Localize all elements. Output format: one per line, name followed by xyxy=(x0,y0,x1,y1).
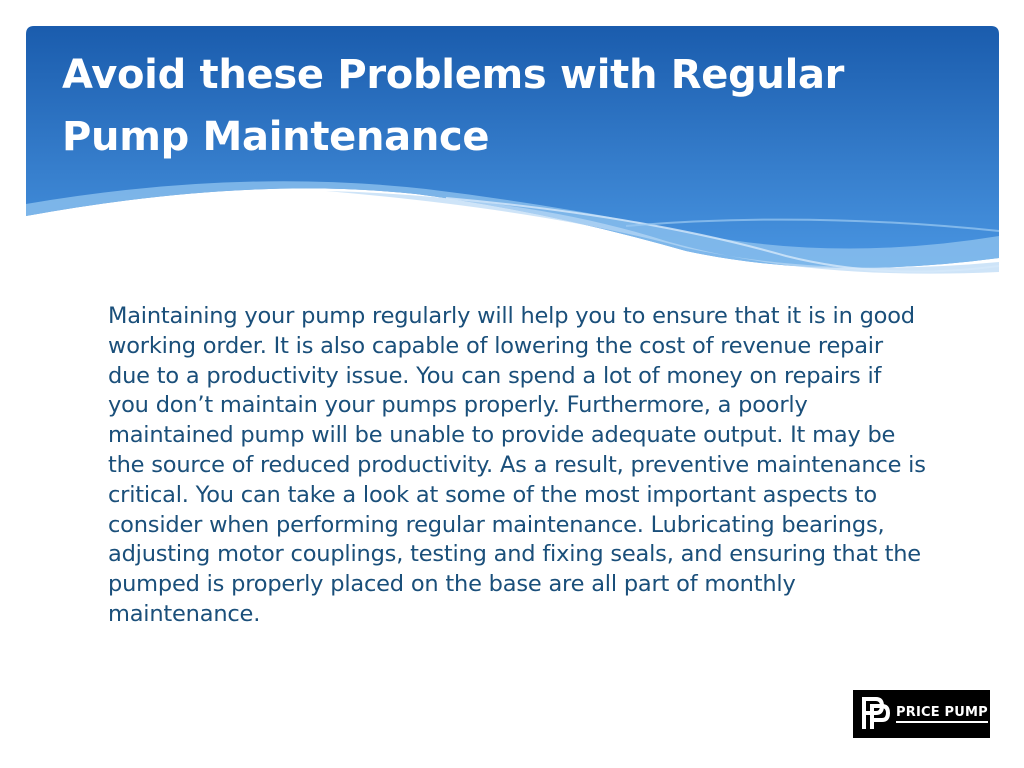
logo-wordmark: PRICE PUMP xyxy=(896,705,988,723)
slide-body-text: Maintaining your pump regularly will help you to ensure that it is in good working order. It is also capable of lowering the cost of revenue repair due to a productivity issue. You can spend a lot of money on repairs if you don’t maintain your pumps properly. Furthermore, a poorly maintained pump will be unable to provide adequate output. It may be the source of reduced productivity. As a result, preventive maintenance is critical. You can take a look at some of the most important aspects to consider when performing regular maintenance. Lubricating bearings, adjusting motor couplings, testing and fixing seals, and ensuring that the pumped is properly placed on the base are all part of monthly maintenance. xyxy=(108,303,926,627)
price-pump-logo xyxy=(853,690,990,738)
slide-title: Avoid these Problems with Regular Pump Maintenance xyxy=(62,52,845,160)
pp-monogram-icon xyxy=(860,696,890,732)
